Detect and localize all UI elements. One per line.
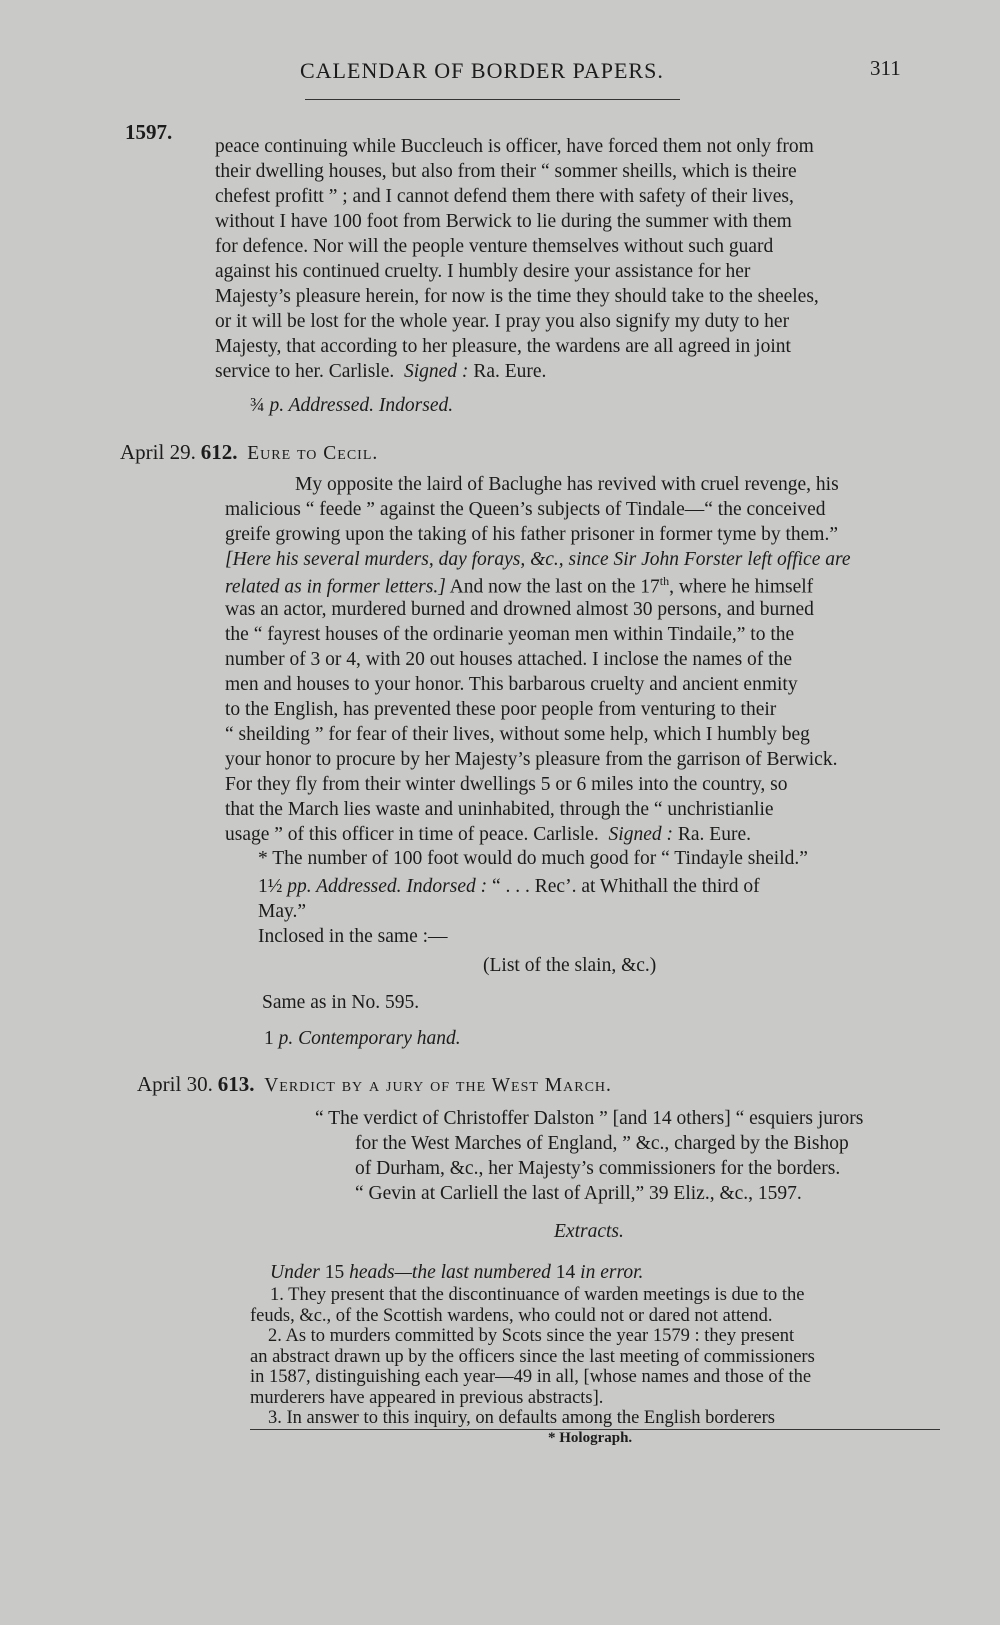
text-line: your honor to procure by her Majesty’s pleasure from the garrison of Berwick.: [225, 749, 838, 770]
signatory: Ra. Eure.: [473, 361, 547, 382]
text-span: service to her. Carlisle.: [215, 361, 395, 382]
page-number: 311: [870, 56, 901, 80]
document-note: [258, 876, 760, 898]
note-text: in error.: [580, 1262, 644, 1283]
entry-heading: [137, 1072, 612, 1097]
text-line: “ Gevin at Carliell the last of Aprill,” 39 Eliz., &c., 1597.: [355, 1183, 802, 1204]
entry-title: Verdict by a jury of the West March.: [264, 1075, 612, 1096]
text-line: chefest profitt ” ; and I cannot defend them there with safety of their lives,: [215, 186, 794, 207]
text-line: Majesty’s pleasure herein, for now is the time they should take to the sheeles,: [215, 286, 819, 307]
header-rule: [305, 99, 680, 100]
margin-year: 1597.: [125, 120, 173, 144]
text-line: to the English, has prevented these poor people from venturing to their: [225, 699, 777, 720]
page-count: 1½: [258, 876, 283, 897]
text-line: that the March lies waste and uninhabited, through the “ unchristianlie: [225, 799, 774, 820]
note-text: heads—the last numbered: [349, 1262, 551, 1283]
note-text: Under: [270, 1262, 320, 1283]
extract-point: in 1587, distinguishing each year—49 in all, [whose names and those of the: [250, 1367, 812, 1387]
note-text: p. Addressed. Indorsed.: [269, 395, 454, 416]
entry-number: 612.: [200, 440, 238, 464]
text-line: for the West Marches of England, ” &c., charged by the Bishop: [355, 1133, 849, 1154]
running-title: CALENDAR OF BORDER PAPERS.: [300, 58, 664, 83]
extract-point: feuds, &c., of the Scottish wardens, who could not or dared not attend.: [250, 1305, 773, 1326]
note-text: p. Contemporary hand.: [278, 1028, 461, 1049]
text-span: And now the last on the 17: [445, 576, 660, 598]
inclosure-title: (List of the slain, &c.): [483, 955, 657, 976]
extract-point: 2. As to murders committed by Scots since the year 1579 : they present: [268, 1326, 795, 1346]
text-line: [225, 574, 813, 599]
text-line: against his continued cruelty. I humbly desire your assistance for her: [215, 261, 751, 282]
text-line: Same as in No. 595.: [262, 992, 420, 1013]
signed-label: Signed :: [608, 824, 673, 845]
text-line: the “ fayrest houses of the ordinarie yeoman men within Tindaile,” to the: [225, 624, 795, 645]
text-line: [215, 361, 546, 383]
superscript: th: [659, 574, 670, 588]
text-line: number of 3 or 4, with 20 out houses attached. I inclose the names of the: [225, 649, 792, 670]
text-line: peace continuing while Buccleuch is officer, have forced them not only from: [215, 136, 814, 157]
note-text: pp. Addressed. Indorsed :: [287, 876, 488, 897]
page-count: ¾: [250, 395, 265, 416]
note-text: 14: [550, 1262, 581, 1283]
document-note: [264, 1028, 461, 1050]
entry-heading: [120, 440, 378, 465]
text-line: Majesty, that according to her pleasure, the wardens are all agreed in joint: [215, 336, 791, 357]
text-line: or it will be lost for the whole year. I pray you also signify my duty to her: [215, 311, 790, 332]
entry-title: Eure to Cecil.: [247, 443, 379, 464]
signatory: Ra. Eure.: [677, 824, 751, 845]
entry-date: April 30.: [137, 1072, 213, 1096]
note-text: “ . . . Rec’. at Whithall the third of: [487, 876, 760, 897]
footnote: * Holograph.: [548, 1430, 633, 1446]
text-line: May.”: [258, 901, 307, 922]
text-line: men and houses to your honor. This barbarous cruelty and ancient enmity: [225, 674, 798, 695]
text-line: “ The verdict of Christoffer Dalston ” [and 14 others] “ esquiers jurors: [315, 1108, 864, 1129]
text-line: without I have 100 foot from Berwick to lie during the summer with them: [215, 211, 792, 232]
inclosure-note: Inclosed in the same :—: [258, 926, 448, 947]
text-line: was an actor, murdered burned and drowned almost 30 persons, and burned: [225, 599, 814, 620]
extracts-heading: Extracts.: [554, 1221, 624, 1242]
text-line: My opposite the laird of Baclughe has revived with cruel revenge, his: [295, 474, 839, 495]
text-line: malicious “ feede ” against the Queen’s subjects of Tindale—“ the conceived: [225, 499, 826, 520]
holograph-note: * The number of 100 foot would do much good for “ Tindayle sheild.”: [258, 848, 808, 869]
text-line: greife growing upon the taking of his father prisoner in former tyme by them.”: [225, 524, 838, 545]
editorial-bracket: [Here his several murders, day forays, &c., since Sir John Forster left office are: [225, 549, 851, 570]
note-text: 15: [319, 1262, 350, 1283]
text-line: [225, 824, 751, 846]
extract-point: 3. In answer to this inquiry, on defaults among the English borderers: [268, 1408, 775, 1428]
entry-date: April 29.: [120, 440, 196, 464]
editorial-bracket-end: related as in former letters.]: [225, 576, 446, 598]
text-span: , where he himself: [669, 576, 814, 598]
text-line: their dwelling houses, but also from their “ sommer sheills, which is theire: [215, 161, 797, 182]
text-span: usage ” of this officer in time of peace. Carlisle.: [225, 824, 599, 845]
extracts-note: [270, 1262, 643, 1284]
text-line: of Durham, &c., her Majesty’s commissioners for the borders.: [355, 1158, 841, 1179]
text-line: for defence. Nor will the people venture themselves without such guard: [215, 236, 774, 257]
page-count: 1: [264, 1028, 274, 1049]
document-note: [250, 395, 453, 417]
extract-point: an abstract drawn up by the officers since the last meeting of commissioners: [250, 1346, 815, 1367]
text-line: For they fly from their winter dwellings 5 or 6 miles into the country, so: [225, 774, 788, 795]
signed-label: Signed :: [403, 361, 469, 382]
entry-number: 613.: [217, 1072, 255, 1096]
extract-point: murderers have appeared in previous abstracts].: [250, 1387, 604, 1408]
text-line: “ sheilding ” for fear of their lives, without some help, which I humbly beg: [225, 724, 810, 745]
extract-point: 1. They present that the discontinuance of warden meetings is due to the: [270, 1285, 805, 1305]
